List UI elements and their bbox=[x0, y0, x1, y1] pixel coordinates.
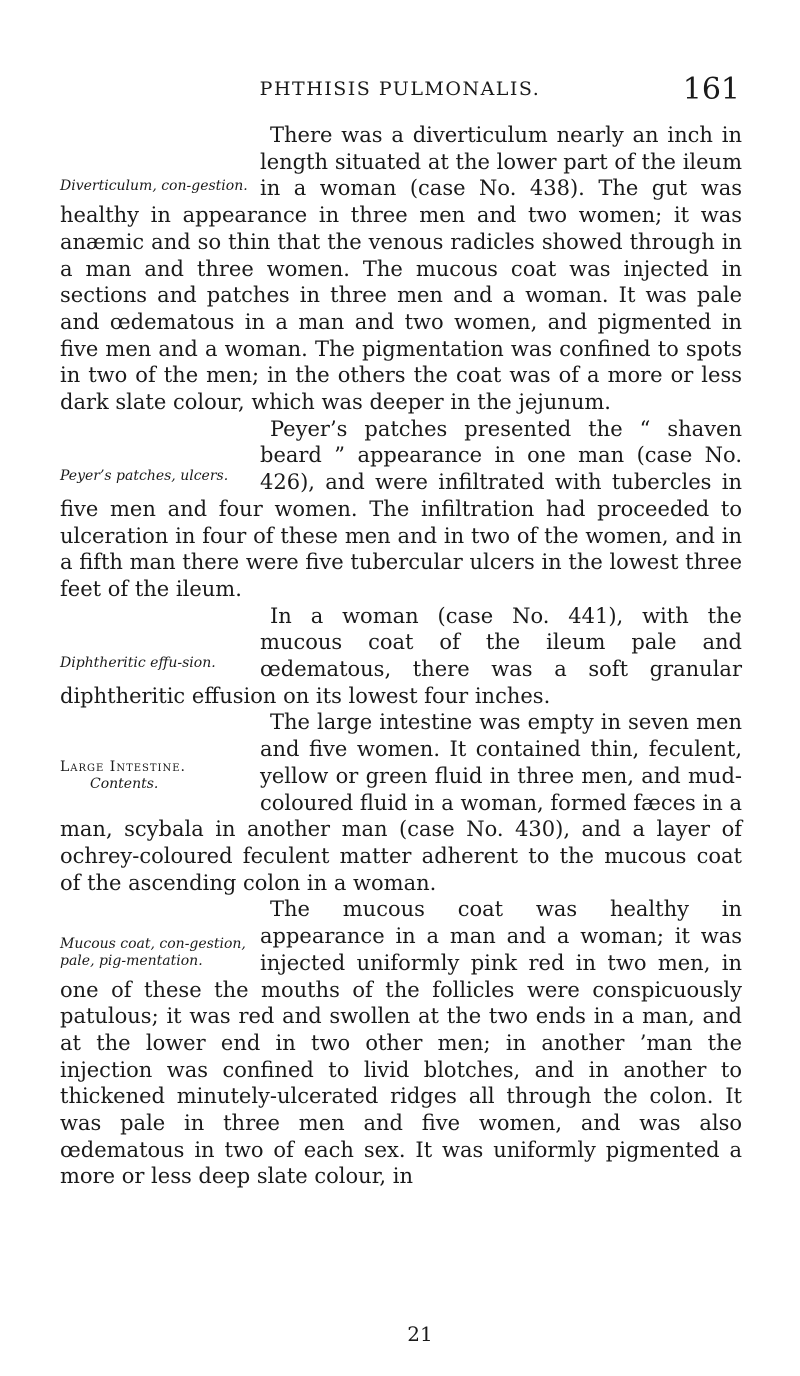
running-head bbox=[60, 72, 740, 108]
body-text bbox=[60, 122, 742, 1190]
sidenote-mucous-coat: Mucous coat, con-gestion, pale, pig-mentation. bbox=[60, 936, 246, 970]
sidenote-diverticulum: Diverticulum, con-gestion. bbox=[60, 178, 248, 194]
paragraph-text: Peyer’s patches presented the “ shaven beard ” appearance in one man (case No. 426), and were infiltrated with tubercles in five men and four women. The infiltration had proceeded to ulceration in four of these men and in two of the women, and in a fifth man there were five tubercular ulcers in the lowest three feet of the ileum. bbox=[60, 416, 742, 601]
paragraph-large-intestine bbox=[60, 709, 742, 896]
sidenote-large-intestine bbox=[60, 755, 252, 793]
running-title: PHTHISIS PULMONALIS. bbox=[259, 78, 541, 100]
paragraph-diverticulum bbox=[60, 122, 742, 416]
signature-mark: 21 bbox=[407, 1322, 433, 1346]
paragraph-peyers-patches bbox=[60, 416, 742, 603]
sidenote-diphtheritic: Diphtheritic effu-sion. bbox=[60, 654, 216, 671]
paragraph-diphtheritic bbox=[60, 603, 742, 710]
sidenote-heading: Large Intestine. bbox=[60, 759, 187, 776]
paragraph-mucous-coat bbox=[60, 896, 742, 1190]
paragraph-text: There was a diverticulum nearly an inch in length situated at the lower part of the ileum in a woman (case No. 438). The gut was healthy in appearance in three men and two women; it was anæmic and so thin that the venous radicles showed through in a man and three women. The mucous coat was injected in sections and patches in three men and a woman. It was pale and œdematous in a man and two women, and pigmented in five men and a woman. The pigmentation was confined to spots in two of the men; in the others the coat was of a more or less dark slate colour, which was deeper in the jejunum. bbox=[60, 123, 742, 415]
page-number: 161 bbox=[682, 72, 740, 107]
paragraph-text: The mucous coat was healthy in appearance in a man and a woman; it was injected uniformly pink red in two men, in one of these the mouths of the follicles were conspicuously patulous; it was red and swollen at the two ends in a man, and at the lower end in two other men; in another ’man the injection was confined to livid blotches, and in another to thickened minutely-ulcerated ridges all through the colon. It was pale in three men and five women, and was also œdematous in two of each sex. It was uniformly pigmented a more or less deep slate colour, in bbox=[60, 897, 742, 1189]
sidenote-peyers-patches: Peyer’s patches, ulcers. bbox=[60, 467, 229, 484]
paragraph-text: In a woman (case No. 441), with the mucous coat of the ileum pale and œdematous, there was a soft granular diphtheritic effusion on its lowest four inches. bbox=[60, 603, 742, 708]
paragraph-text: The large intestine was empty in seven men and five women. It contained thin, feculent, yellow or green fluid in three men, and mud-coloured fluid in a woman, formed fæces in a man, scybala in another man (case No. 430), and a layer of ochrey-coloured feculent matter adherent to the mucous coat of the ascending colon in a woman. bbox=[60, 710, 742, 895]
sidenote-subheading: Contents. bbox=[90, 776, 159, 793]
